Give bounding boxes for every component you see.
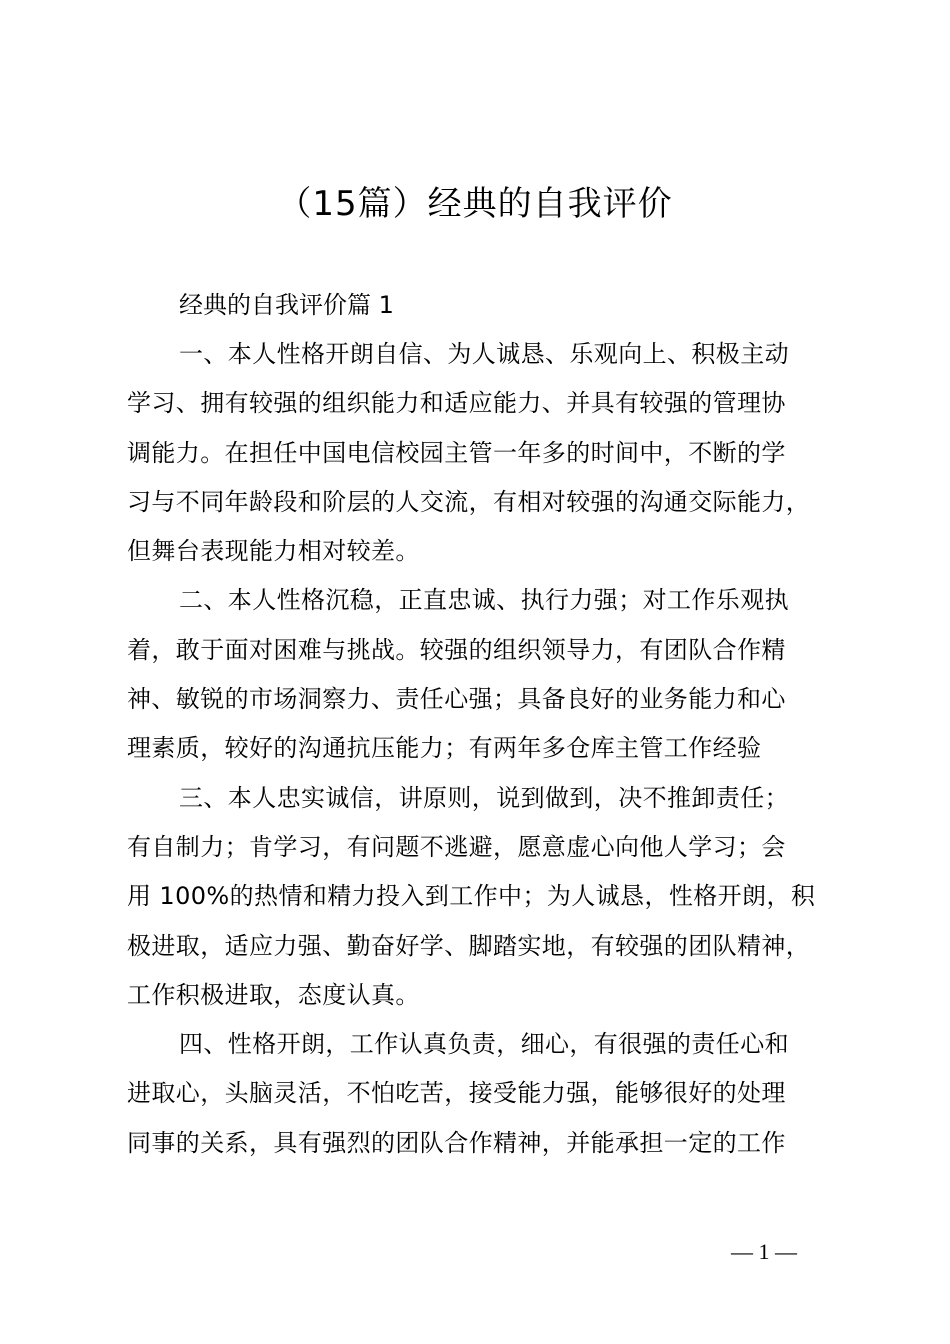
paragraph-line: 但舞台表现能力相对较差。 bbox=[127, 537, 420, 566]
paragraph-line: 三、本人忠实诚信，讲原则，说到做到，决不推卸责任； bbox=[179, 783, 789, 812]
paragraph-4 bbox=[127, 1020, 832, 1168]
page-number: — 1 — bbox=[731, 1239, 797, 1264]
paragraph-line: 理素质，较好的沟通抗压能力；有两年多仓库主管工作经验 bbox=[127, 734, 762, 763]
paragraph-line: 同事的关系，具有强烈的团队合作精神，并能承担一定的工作 bbox=[127, 1128, 786, 1157]
paragraph-3 bbox=[127, 774, 832, 1020]
paragraph-line: 着，敢于面对困难与挑战。较强的组织领导力，有团队合作精 bbox=[127, 635, 786, 664]
paragraph-line: 调能力。在担任中国电信校园主管一年多的时间中，不断的学 bbox=[127, 438, 786, 467]
paragraph-line: 工作积极进取，态度认真。 bbox=[127, 980, 420, 1009]
document-title: （15篇）经典的自我评价 bbox=[277, 184, 673, 224]
paragraph-line: 进取心，头脑灵活，不怕吃苦，接受能力强，能够很好的处理 bbox=[127, 1079, 786, 1108]
section-heading: 经典的自我评价篇 1 bbox=[179, 291, 394, 319]
paragraph-line: 有自制力；肯学习，有问题不逃避，愿意虚心向他人学习；会 bbox=[127, 832, 786, 861]
paragraph-line: 二、本人性格沉稳，正直忠诚、执行力强；对工作乐观执 bbox=[179, 586, 789, 615]
paragraph-line: 神、敏锐的市场洞察力、责任心强；具备良好的业务能力和心 bbox=[127, 685, 786, 714]
paragraph-line: 学习、拥有较强的组织能力和适应能力、并具有较强的管理协 bbox=[127, 389, 786, 418]
paragraph-line: 四、性格开朗，工作认真负责，细心，有很强的责任心和 bbox=[179, 1030, 789, 1059]
paragraph-line: 习与不同年龄段和阶层的人交流，有相对较强的沟通交际能力， bbox=[127, 487, 811, 516]
paragraph-line: 一、本人性格开朗自信、为人诚恳、乐观向上、积极主动 bbox=[179, 340, 789, 368]
paragraph-2 bbox=[127, 576, 832, 773]
paragraph-1 bbox=[127, 330, 832, 576]
paragraph-line: 用 100%的热情和精力投入到工作中；为人诚恳，性格开朗，积 bbox=[127, 882, 816, 911]
document-body bbox=[127, 280, 832, 1168]
paragraph-line: 极进取，适应力强、勤奋好学、脚踏实地，有较强的团队精神， bbox=[127, 931, 811, 960]
